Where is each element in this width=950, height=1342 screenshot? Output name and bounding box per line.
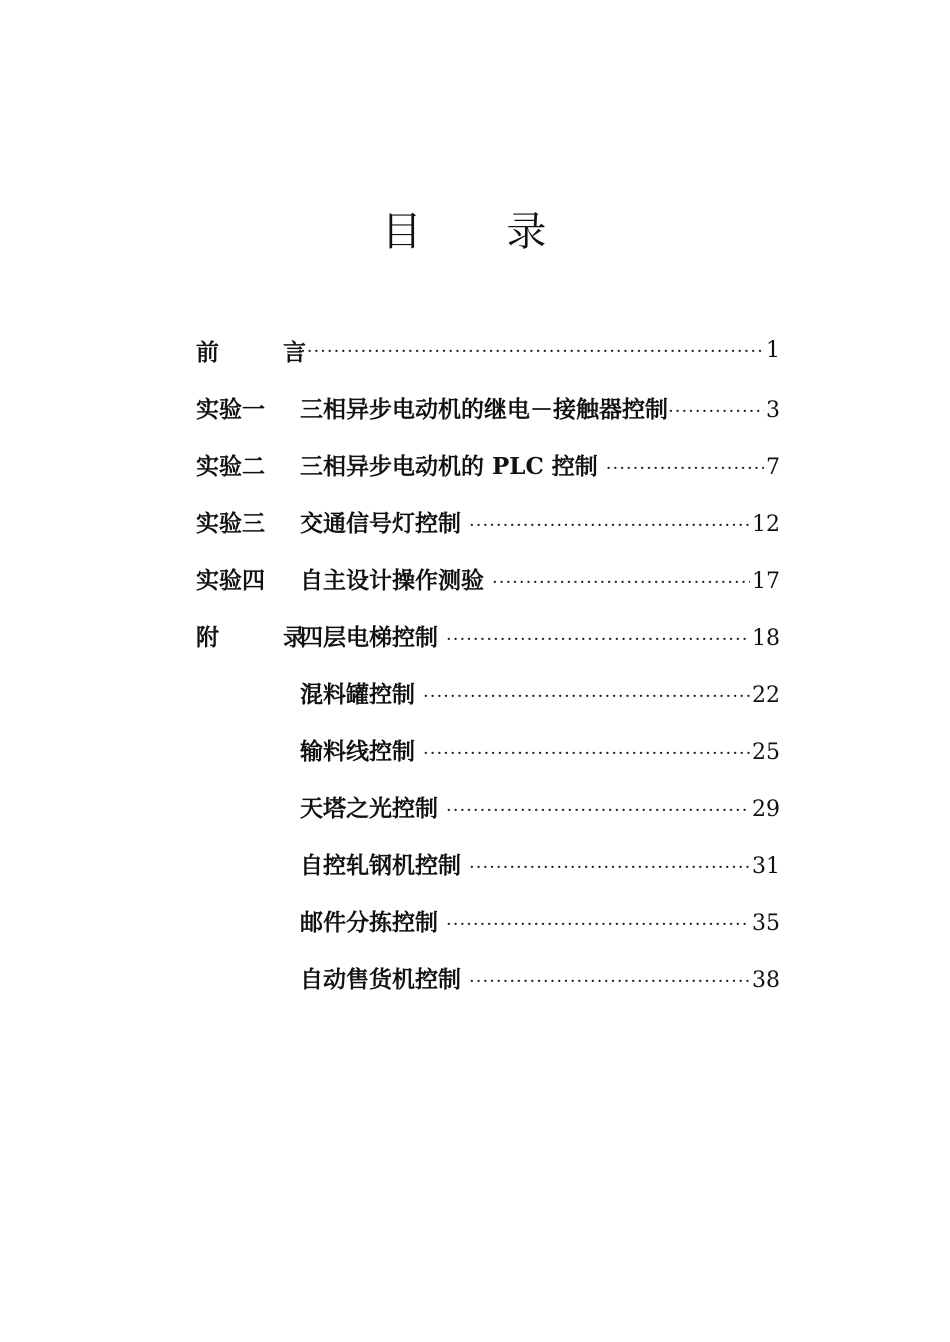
toc-row-appendix-3[interactable] — [196, 729, 780, 769]
toc-entry-text: 四层电梯控制 — [300, 623, 438, 651]
toc-entry — [300, 733, 780, 766]
toc-entry — [300, 619, 780, 652]
toc-page-number: 29 — [752, 796, 780, 822]
toc-entry-text: 混料罐控制 — [300, 680, 415, 708]
toc-page-number: 31 — [752, 853, 780, 879]
dot-leader — [300, 341, 764, 362]
toc-entry — [300, 904, 780, 937]
toc-row-appendix-5[interactable] — [196, 843, 780, 883]
toc-label: 前 言 — [196, 338, 335, 366]
toc-row-appendix-2[interactable] — [196, 672, 780, 712]
dot-leader — [469, 515, 750, 536]
toc-entry-text: 三相异步电动机的 PLC 控制 — [300, 452, 598, 480]
dot-leader — [469, 971, 750, 992]
toc-page-number: 12 — [752, 511, 780, 537]
toc-page-number: 22 — [752, 682, 780, 708]
toc-entry-text: 天塔之光控制 — [300, 794, 438, 822]
toc-entry-text: 自动售货机控制 — [300, 965, 461, 993]
dot-leader — [492, 572, 750, 593]
toc-entry-text: 邮件分拣控制 — [300, 908, 438, 936]
toc-row-experiment-4[interactable] — [196, 558, 780, 598]
dot-leader — [668, 401, 764, 422]
toc-page-number: 35 — [752, 910, 780, 936]
toc-entry — [300, 505, 780, 538]
toc-row-appendix-6[interactable] — [196, 900, 780, 940]
toc-label: 实验四 — [196, 566, 265, 594]
toc-entry — [300, 391, 780, 424]
toc-page-number: 1 — [766, 337, 780, 363]
toc-label: 附 录 — [196, 623, 335, 651]
toc-row-appendix-7[interactable] — [196, 957, 780, 997]
toc-page-number: 3 — [766, 397, 780, 423]
dot-leader — [423, 686, 750, 707]
toc-entry — [300, 961, 780, 994]
dot-leader — [606, 458, 764, 479]
dot-leader — [446, 800, 750, 821]
toc-entry — [300, 847, 780, 880]
toc-page-number: 18 — [752, 625, 780, 651]
toc-entry — [300, 562, 780, 595]
toc-entry — [300, 790, 780, 823]
dot-leader — [469, 857, 750, 878]
toc-row-appendix-4[interactable] — [196, 786, 780, 826]
toc-label: 实验三 — [196, 509, 265, 537]
toc-entry — [300, 676, 780, 709]
page-title: 目 录 — [381, 209, 583, 255]
toc-entry-text: 自控轧钢机控制 — [300, 851, 461, 879]
toc-entry — [300, 338, 780, 363]
toc-page-number: 7 — [766, 454, 780, 480]
toc-row-experiment-1[interactable] — [196, 387, 780, 427]
toc-entry-text: 自主设计操作测验 — [300, 566, 484, 594]
toc-entry-text: 交通信号灯控制 — [300, 509, 461, 537]
toc-entry-text: 三相异步电动机的继电－接触器控制 — [300, 395, 668, 423]
toc-label: 实验一 — [196, 395, 265, 423]
toc-row-preface[interactable] — [196, 330, 780, 370]
toc-row-appendix[interactable] — [196, 615, 780, 655]
dot-leader — [423, 743, 750, 764]
toc-label: 实验二 — [196, 452, 265, 480]
dot-leader — [446, 629, 750, 650]
toc-page-number: 38 — [752, 967, 780, 993]
toc-entry — [300, 448, 780, 481]
toc-page-number: 25 — [752, 739, 780, 765]
toc-entry-text: 输料线控制 — [300, 737, 415, 765]
toc-page-number: 17 — [752, 568, 780, 594]
dot-leader — [446, 914, 750, 935]
toc-row-experiment-3[interactable] — [196, 501, 780, 541]
toc-row-experiment-2[interactable] — [196, 444, 780, 484]
